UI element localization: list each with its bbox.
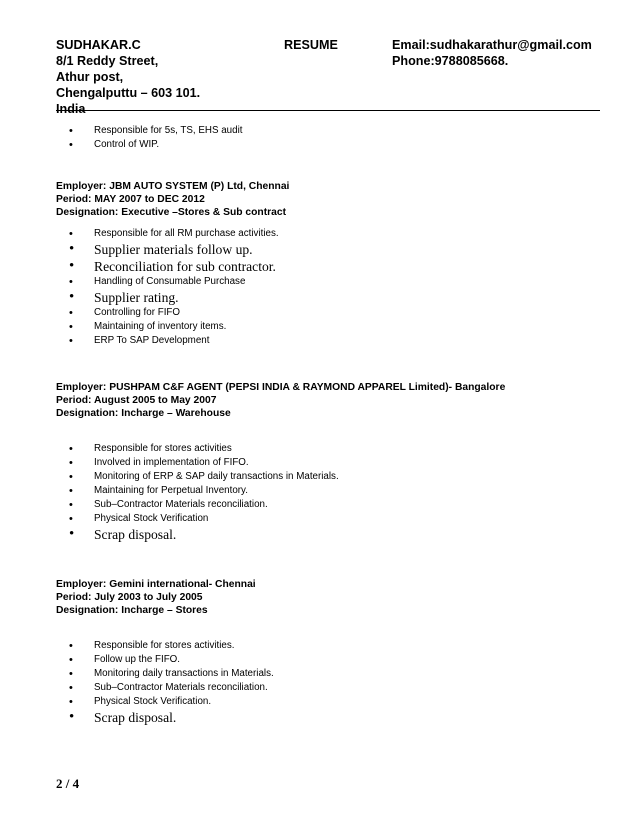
bullet-icon: •	[69, 682, 73, 694]
bullet-icon: •	[69, 139, 73, 151]
bullet-icon: •	[69, 289, 75, 305]
list-item: • Sub–Contractor Materials reconciliation.	[69, 682, 268, 694]
bullet-icon: •	[69, 457, 73, 469]
designation: Designation: Incharge – Warehouse	[56, 408, 231, 419]
bullet-icon: •	[69, 668, 73, 680]
list-item: • Reconciliation for sub contractor.	[69, 258, 276, 274]
list-item: • Maintaining for Perpetual Inventory.	[69, 485, 248, 497]
bullet-icon: •	[69, 241, 75, 257]
employer: Employer: JBM AUTO SYSTEM (P) Ltd, Chennai	[56, 181, 290, 192]
bullet-icon: •	[69, 513, 73, 525]
list-item: • Scrap disposal.	[69, 709, 177, 725]
bullet-icon: •	[69, 125, 73, 137]
bullet-icon: •	[69, 654, 73, 666]
job-header-pushpam	[56, 381, 505, 420]
candidate-name: SUDHAKAR.C	[56, 38, 141, 52]
list-item: • ERP To SAP Development	[69, 335, 210, 347]
job-header-jbm	[56, 180, 289, 219]
bullet-icon: •	[69, 307, 73, 319]
list-item: • Follow up the FIFO.	[69, 654, 181, 666]
employer: Employer: Gemini international- Chennai	[56, 579, 256, 590]
address-line-3: Chengalputtu – 603 101.	[56, 86, 201, 100]
email: Email:sudhakarathur@gmail.com	[392, 38, 592, 52]
bullet-icon: •	[69, 709, 75, 725]
list-item: • Supplier rating.	[69, 289, 179, 305]
period: Period: July 2003 to July 2005	[56, 592, 203, 603]
list-item: • Responsible for 5s, TS, EHS audit	[69, 125, 243, 137]
bullet-icon: •	[69, 526, 75, 542]
bullet-icon: •	[69, 276, 73, 288]
designation: Designation: Incharge – Stores	[56, 605, 208, 616]
country: India	[56, 102, 86, 116]
bullet-icon: •	[69, 258, 75, 274]
resume-title: RESUME	[284, 38, 338, 52]
top-responsibilities	[56, 124, 596, 152]
bullet-icon: •	[69, 485, 73, 497]
list-item: • Physical Stock Verification	[69, 513, 209, 525]
job-duties-jbm	[56, 227, 596, 348]
list-item: • Control of WIP.	[69, 139, 160, 151]
period: Period: August 2005 to May 2007	[56, 395, 217, 406]
bullet-icon: •	[69, 335, 73, 347]
list-item: • Monitoring daily transactions in Materials.	[69, 668, 274, 680]
list-item: • Responsible for stores activities.	[69, 640, 235, 652]
list-item: • Handling of Consumable Purchase	[69, 276, 246, 288]
list-item: • Physical Stock Verification.	[69, 696, 212, 708]
list-item: • Monitoring of ERP & SAP daily transactions in Materials.	[69, 471, 339, 483]
bullet-icon: •	[69, 471, 73, 483]
job-duties-gemini	[56, 639, 596, 726]
bullet-icon: •	[69, 228, 73, 240]
phone: Phone:9788085668.	[392, 54, 509, 68]
list-item: • Sub–Contractor Materials reconciliation.	[69, 499, 268, 511]
address-line-2: Athur post,	[56, 70, 124, 84]
header-divider	[56, 110, 600, 111]
list-item: • Responsible for stores activities	[69, 443, 232, 455]
list-item: • Controlling for FIFO	[69, 307, 181, 319]
bullet-icon: •	[69, 640, 73, 652]
job-duties-pushpam	[56, 442, 596, 543]
bullet-icon: •	[69, 443, 73, 455]
list-item: • Supplier materials follow up.	[69, 241, 253, 257]
period: Period: MAY 2007 to DEC 2012	[56, 194, 205, 205]
list-item: • Responsible for all RM purchase activities.	[69, 228, 279, 240]
address-line-1: 8/1 Reddy Street,	[56, 54, 159, 68]
page-number: 2 / 4	[56, 776, 80, 791]
list-item: • Involved in implementation of FIFO.	[69, 457, 249, 469]
bullet-icon: •	[69, 499, 73, 511]
bullet-icon: •	[69, 696, 73, 708]
list-item: • Scrap disposal.	[69, 526, 177, 542]
designation: Designation: Executive –Stores & Sub contract	[56, 207, 287, 218]
bullet-icon: •	[69, 321, 73, 333]
employer: Employer: PUSHPAM C&F AGENT (PEPSI INDIA & RAYMOND APPAREL Limited)- Bangalore	[56, 382, 506, 393]
list-item: • Maintaining of inventory items.	[69, 321, 227, 333]
job-header-gemini	[56, 578, 256, 617]
resume-header	[56, 37, 600, 117]
